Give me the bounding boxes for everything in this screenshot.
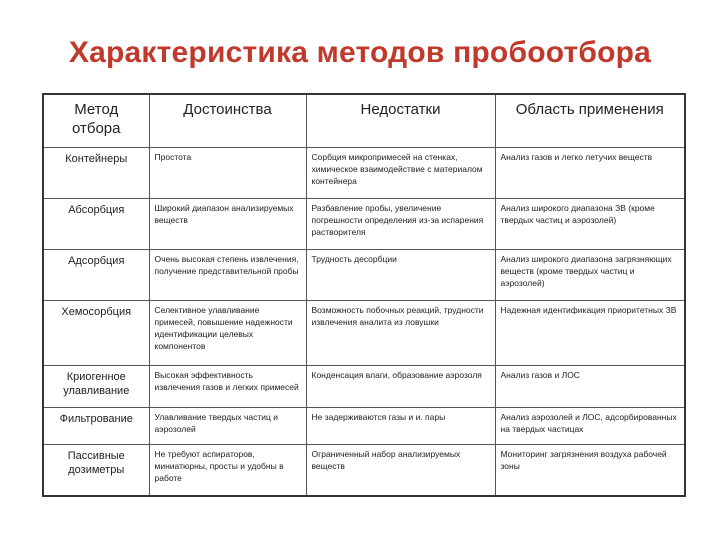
header-disadvantages: Недостатки	[306, 94, 495, 148]
application-cell: Мониторинг загрязнения воздуха рабочей зоны	[495, 444, 685, 496]
table-header-row	[43, 94, 685, 148]
header-application: Область применения	[495, 94, 685, 148]
application-cell: Надежная идентификация приоритетных ЗВ	[495, 300, 685, 365]
method-cell: Фильтрование	[43, 408, 149, 445]
sampling-methods-table	[42, 93, 686, 497]
application-cell: Анализ газов и ЛОС	[495, 365, 685, 408]
disadvantages-cell: Трудность десорбции	[306, 249, 495, 300]
advantages-cell: Очень высокая степень извлечения, получение представительной пробы	[149, 249, 306, 300]
application-cell: Анализ широкого диапазона ЗВ (кроме твердых частиц и аэрозолей)	[495, 198, 685, 249]
method-cell: Абсорбция	[43, 198, 149, 249]
header-advantages: Достоинства	[149, 94, 306, 148]
header-method: Метод отбора	[43, 94, 149, 148]
table-row	[43, 408, 685, 445]
disadvantages-cell: Ограниченный набор анализируемых веществ	[306, 444, 495, 496]
table-row	[43, 198, 685, 249]
disadvantages-cell: Возможность побочных реакций, трудности извлечения аналита из ловушки	[306, 300, 495, 365]
disadvantages-cell: Конденсация влаги, образование аэрозоля	[306, 365, 495, 408]
application-cell: Анализ аэрозолей и ЛОС, адсорбированных на твердых частицах	[495, 408, 685, 445]
table-row	[43, 365, 685, 408]
advantages-cell: Простота	[149, 148, 306, 199]
application-cell: Анализ широкого диапазона загрязняющих веществ (кроме твердых частиц и аэрозолей)	[495, 249, 685, 300]
disadvantages-cell: Разбавление пробы, увеличение погрешности определения из-за испарения растворителя	[306, 198, 495, 249]
method-cell: Пассивные дозиметры	[43, 444, 149, 496]
advantages-cell: Высокая эффективность извлечения газов и легких примесей	[149, 365, 306, 408]
disadvantages-cell: Сорбция микропримесей на стенках, химическое взаимодействие с материалом контейнера	[306, 148, 495, 199]
table-row	[43, 444, 685, 496]
advantages-cell: Широкий диапазон анализируемых веществ	[149, 198, 306, 249]
page-title: Характеристика методов пробоотбора	[68, 36, 652, 69]
method-cell: Адсорбция	[43, 249, 149, 300]
table-row	[43, 249, 685, 300]
table-row	[43, 148, 685, 199]
method-cell: Хемосорбция	[43, 300, 149, 365]
advantages-cell: Селективное улавливание примесей, повышение надежности идентификации целевых компонентов	[149, 300, 306, 365]
method-cell: Криогенное улавливание	[43, 365, 149, 408]
method-cell: Контейнеры	[43, 148, 149, 199]
table-row	[43, 300, 685, 365]
advantages-cell: Не требуют аспираторов, миниатюрны, просты и удобны в работе	[149, 444, 306, 496]
advantages-cell: Улавливание твердых частиц и аэрозолей	[149, 408, 306, 445]
application-cell: Анализ газов и легко летучих веществ	[495, 148, 685, 199]
disadvantages-cell: Не задерживаются газы и и. пары	[306, 408, 495, 445]
